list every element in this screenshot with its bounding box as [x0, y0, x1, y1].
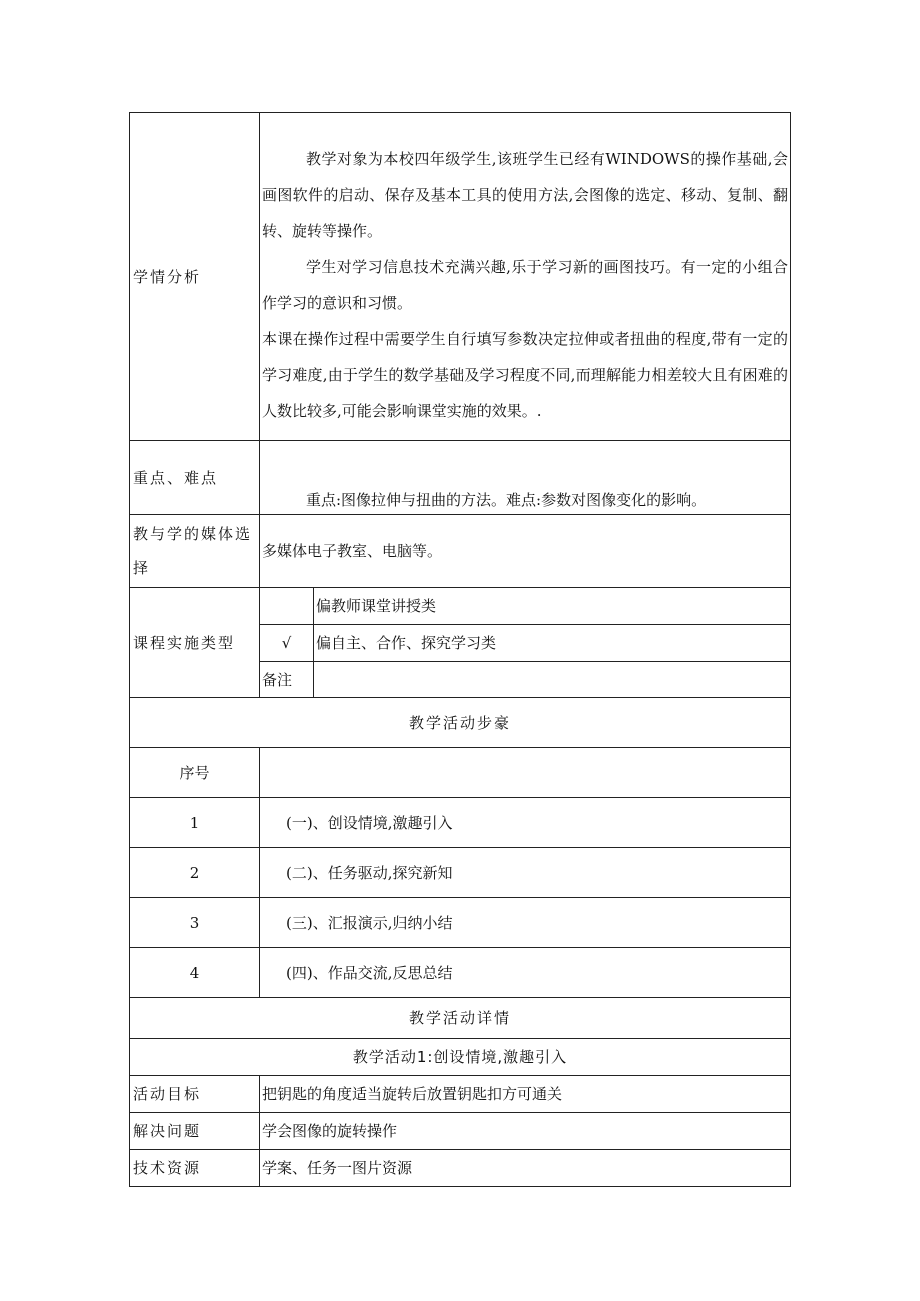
media-label: 教与学的媒体选择 — [130, 515, 260, 588]
analysis-row — [130, 113, 791, 441]
steps-title-row — [130, 698, 791, 748]
details-title-row — [130, 998, 791, 1039]
step-text: (三)、汇报演示,归纳小结 — [260, 898, 791, 948]
option-2-text: 偏自主、合作、探究学习类 — [314, 625, 791, 662]
analysis-paragraph-1: 教学对象为本校四年级学生,该班学生已经有WINDOWS的操作基础,会画图软件的启动、保存及基本工具的使用方法,会图像的选定、移动、复制、翻转、旋转等操作。 — [262, 150, 788, 240]
step-no: 3 — [130, 898, 260, 948]
course-type-label: 课程实施类型 — [130, 588, 260, 698]
details-title: 教学活动详情 — [130, 998, 791, 1039]
step-no: 1 — [130, 798, 260, 848]
detail-value: 学案、任务一图片资源 — [260, 1150, 791, 1187]
remark-label: 备注 — [260, 662, 314, 698]
detail-row — [130, 1150, 791, 1187]
analysis-content — [260, 113, 791, 441]
detail-value: 把钥匙的角度适当旋转后放置钥匙扣方可通关 — [260, 1076, 791, 1113]
step-row — [130, 798, 791, 848]
detail-value: 学会图像的旋转操作 — [260, 1113, 791, 1150]
step-no: 4 — [130, 948, 260, 998]
lesson-plan-table — [129, 112, 791, 1187]
detail-label: 活动目标 — [130, 1076, 260, 1113]
option-1-check — [260, 588, 314, 625]
option-1-text: 偏教师课堂讲授类 — [314, 588, 791, 625]
course-type-option — [260, 625, 791, 662]
detail-row — [130, 1113, 791, 1150]
step-text: (二)、任务驱动,探究新知 — [260, 848, 791, 898]
steps-header-row — [130, 748, 791, 798]
detail-label: 解决问题 — [130, 1113, 260, 1150]
steps-title: 教学活动步豪 — [130, 698, 791, 748]
detail-row — [130, 1076, 791, 1113]
keypoints-label: 重点、难点 — [130, 441, 260, 515]
keypoints-content: 重点:图像拉伸与扭曲的方法。难点:参数对图像变化的影响。 — [260, 441, 791, 515]
media-row — [130, 515, 791, 588]
step-text: (一)、创设情境,激趣引入 — [260, 798, 791, 848]
analysis-label: 学情分析 — [130, 113, 260, 441]
analysis-paragraph-3: 本课在操作过程中需要学生自行填写参数决定拉伸或者扭曲的程度,带有一定的学习难度,由于学生的数学基础及学习程度不同,而理解能力相差较大且有困难的人数比较多,可能会影响课堂实施的效果。. — [262, 330, 788, 420]
course-type-options — [260, 588, 791, 698]
course-type-inner-table — [259, 587, 791, 698]
step-row — [130, 848, 791, 898]
media-content: 多媒体电子教室、电脑等。 — [260, 515, 791, 588]
keypoints-row — [130, 441, 791, 515]
step-no: 2 — [130, 848, 260, 898]
detail-label: 技术资源 — [130, 1150, 260, 1187]
remark-value — [314, 662, 791, 698]
step-row — [130, 898, 791, 948]
steps-header-no: 序号 — [130, 748, 260, 798]
analysis-paragraph-2: 学生对学习信息技术充满兴趣,乐于学习新的画图技巧。有一定的小组合作学习的意识和习惯。 — [262, 258, 788, 312]
steps-header-content — [260, 748, 791, 798]
course-type-row — [130, 588, 791, 698]
activity-title: 教学活动1:创设情境,激趣引入 — [130, 1039, 791, 1076]
step-row — [130, 948, 791, 998]
step-text: (四)、作品交流,反思总结 — [260, 948, 791, 998]
activity-title-row — [130, 1039, 791, 1076]
option-2-check: √ — [260, 625, 314, 662]
course-type-option — [260, 588, 791, 625]
remark-row — [260, 662, 791, 698]
